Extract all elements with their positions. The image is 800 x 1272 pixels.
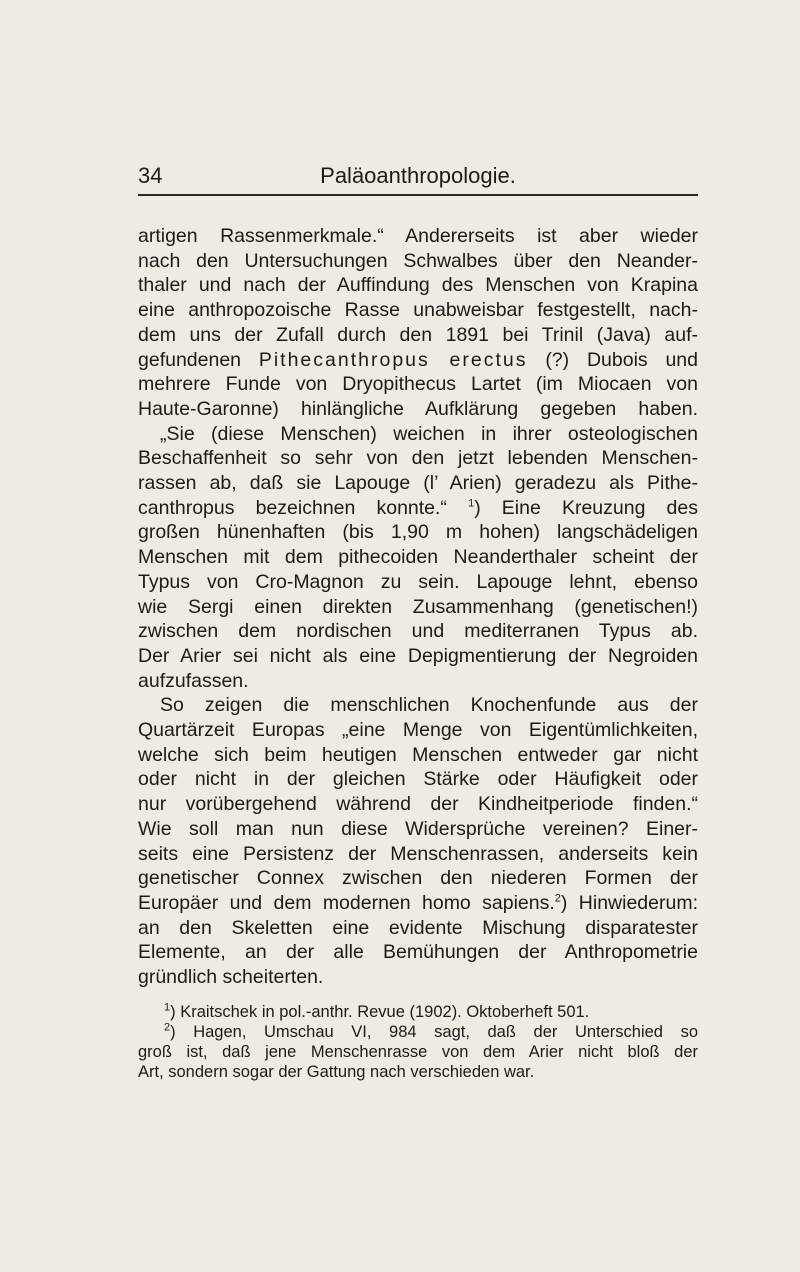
text-line: Haute-Garonne) hinlängliche Aufklärung gegeben haben. <box>138 397 698 420</box>
footnote-2 <box>138 1022 698 1042</box>
text-line: dem uns der Zufall durch den 1891 bei Trinil (Java) auf- <box>138 323 698 346</box>
text-run: gefundenen <box>138 348 259 371</box>
footnote-1 <box>138 1002 698 1022</box>
body-text <box>138 224 698 990</box>
text-line: mehrere Funde von Dryopithecus Lartet (im Miocaen von <box>138 373 698 396</box>
book-page <box>138 148 698 1082</box>
footnote-ref: 1 <box>468 497 475 510</box>
footnote-line: groß ist, daß jene Menschenrasse von dem Arier nicht bloß der <box>138 1042 698 1061</box>
running-title: Paläoanthropologie. <box>320 163 516 188</box>
text-line: Typus von Cro-Magnon zu sein. Lapouge lehnt, ebenso <box>138 570 698 593</box>
text-line <box>138 496 698 521</box>
text-line: Quartärzeit Europas „eine Menge von Eigentümlichkeiten, <box>138 719 698 742</box>
text-line: genetischer Connex zwischen den niederen Formen der <box>138 867 698 890</box>
footnote-marker: 2 <box>164 1021 171 1034</box>
text-run: canthropus bezeichnen konnte.“ <box>138 496 469 519</box>
footnote-text: ) Kraitschek in pol.-anthr. Revue (1902). Oktoberheft 501. <box>170 1002 590 1021</box>
text-line: seits eine Persistenz der Menschenrassen, anderseits kein <box>138 842 698 865</box>
text-line: welche sich beim heutigen Menschen entweder gar nicht <box>138 743 698 766</box>
text-line: aufzufassen. <box>138 669 249 692</box>
text-line: „Sie (diese Menschen) weichen in ihrer osteologischen <box>160 422 698 445</box>
footnote-ref: 2 <box>554 892 561 905</box>
footnote-line: Art, sondern sogar der Gattung nach verschieden war. <box>138 1062 535 1081</box>
text-line: Wie soll man nun diese Widersprüche vereinen? Einer- <box>138 817 698 840</box>
text-line: nur vorübergehend während der Kindheitperiode finden.“ <box>138 793 698 816</box>
text-line: nach den Untersuchungen Schwalbes über den Neander- <box>138 249 698 272</box>
text-line: zwischen dem nordischen und mediterranen Typus ab. <box>138 620 698 643</box>
text-line: wie Sergi einen direkten Zusammenhang (genetischen!) <box>138 595 698 618</box>
text-line: Elemente, an der alle Bemühungen der Anthropometrie <box>138 941 698 964</box>
text-line: thaler und nach der Auffindung des Menschen von Krapina <box>138 274 698 297</box>
text-line: an den Skeletten eine evidente Mischung disparatester <box>138 916 698 939</box>
text-run: ) Eine Kreuzung des <box>474 496 698 519</box>
text-line: Beschaffenheit so sehr von den jetzt lebenden Menschen- <box>138 447 698 470</box>
text-line <box>138 348 698 373</box>
text-line: rassen ab, daß sie Lapouge (l’ Arien) geradezu als Pithe- <box>138 472 698 495</box>
text-line <box>138 891 698 916</box>
footnotes <box>138 1002 698 1082</box>
text-line: eine anthropozoische Rasse unabweisbar festgestellt, nach- <box>138 299 698 322</box>
text-run: ) Hinwiederum: <box>560 891 699 914</box>
footnote-marker: 1 <box>164 1001 171 1014</box>
text-run: (?) Dubois und <box>527 348 698 371</box>
text-run: Europäer und dem modernen homo sapiens. <box>138 891 555 914</box>
emphasized-species-name: Pithecanthropus erectus <box>258 348 528 371</box>
footnote-text: ) Hagen, Umschau VI, 984 sagt, daß der Unterschied so <box>170 1022 698 1041</box>
text-line: Menschen mit dem pithecoiden Neanderthaler scheint der <box>138 546 698 569</box>
text-line: oder nicht in der gleichen Stärke oder Häufigkeit oder <box>138 768 698 791</box>
text-line: gründlich scheiterten. <box>138 966 324 989</box>
text-line: großen hünenhaften (bis 1,90 m hohen) langschädeligen <box>138 521 698 544</box>
text-line: Der Arier sei nicht als eine Depigmentierung der Negroiden <box>138 644 698 667</box>
text-line: So zeigen die menschlichen Knochenfunde aus der <box>160 694 698 717</box>
text-line: artigen Rassenmerkmale.“ Andererseits ist aber wieder <box>138 225 698 247</box>
running-header <box>138 148 698 196</box>
page-number: 34 <box>138 163 163 188</box>
